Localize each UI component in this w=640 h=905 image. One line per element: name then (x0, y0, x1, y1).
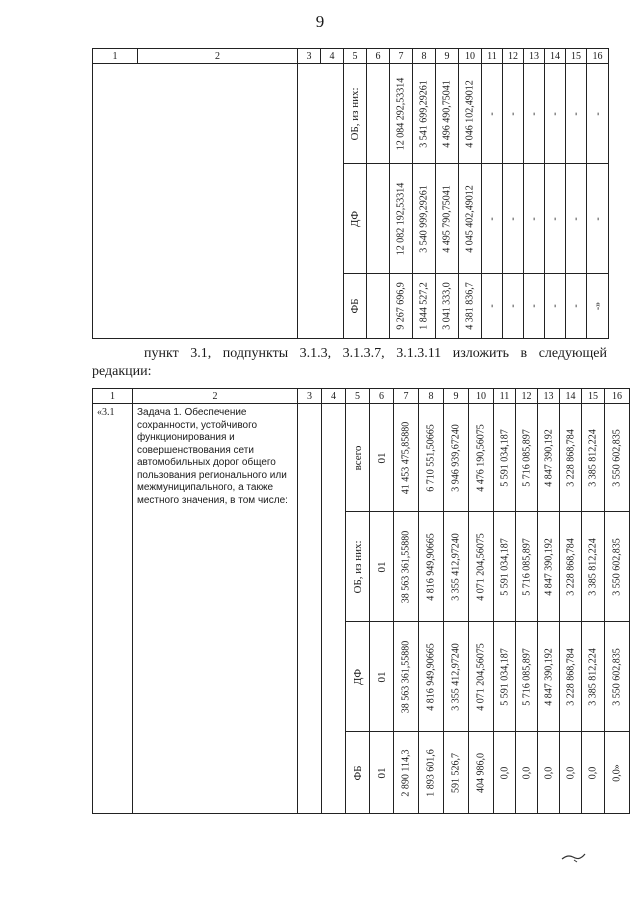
column-number: 2 (133, 389, 298, 404)
table-cell: 3 946 939,67240 (444, 404, 469, 512)
table-cell: 0,0 (494, 732, 516, 814)
header-text: ОБ, из них: (349, 86, 361, 141)
table-cell: - (566, 274, 587, 339)
table-cell: 4 816 949,90665 (419, 512, 444, 622)
table-cell: 4 495 790,75041 (436, 164, 459, 274)
column-number: 7 (394, 389, 419, 404)
table-cell: 3 355 412,97240 (444, 622, 469, 732)
table-cell: - (566, 64, 587, 164)
column-number: 8 (419, 389, 444, 404)
table-cell: 4 046 102,49012 (459, 64, 482, 164)
column-number: 14 (560, 389, 582, 404)
table-cell: 5 591 034,187 (494, 622, 516, 732)
table-cell: - (545, 274, 566, 339)
table-cell: 0,0 (538, 732, 560, 814)
table-cell: 591 526,7 (444, 732, 469, 814)
column-number: 2 (138, 49, 298, 64)
top-column-number-row (93, 49, 609, 64)
header-cell: ДФ (346, 622, 370, 732)
table-cell: - (545, 64, 566, 164)
table-cell: - (482, 274, 503, 339)
column-number: 1 (93, 389, 133, 404)
column-number: 9 (436, 49, 459, 64)
table-cell: 3 385 812,224 (582, 404, 605, 512)
column-number: 8 (413, 49, 436, 64)
table-cell: 3 540 999,29261 (413, 164, 436, 274)
table-cell: 3 385 812,224 (582, 622, 605, 732)
table-cell: 0,0 (560, 732, 582, 814)
column-number: 13 (524, 49, 545, 64)
table-cell: 41 453 475,85880 (394, 404, 419, 512)
table-cell: 3 550 602,835 (605, 404, 630, 512)
column-number: 6 (370, 389, 394, 404)
item-code: «3.1 (93, 404, 133, 814)
column-number: 16 (605, 389, 630, 404)
column-number: 10 (459, 49, 482, 64)
table-cell: 3 355 412,97240 (444, 512, 469, 622)
column-number: 5 (346, 389, 370, 404)
table-cell: 38 563 361,55880 (394, 622, 419, 732)
table-cell: 404 986,0 (469, 732, 494, 814)
empty-cell (322, 404, 346, 814)
empty-cell (93, 64, 138, 339)
amendment-paragraph (92, 345, 607, 381)
header-code-cell: 01 (370, 512, 394, 622)
column-number: 15 (582, 389, 605, 404)
table-cell: - (524, 64, 545, 164)
table-cell: 5 716 085,897 (516, 404, 538, 512)
table-cell: - (524, 274, 545, 339)
column-number: 4 (322, 389, 346, 404)
header-cell: ДФ (344, 164, 367, 274)
header-cell: ОБ, из них: (346, 512, 370, 622)
table-cell: 0,0 (582, 732, 605, 814)
table-cell: 5 716 085,897 (516, 622, 538, 732)
header-code-cell: 01 (370, 622, 394, 732)
table-cell: 5 716 085,897 (516, 512, 538, 622)
table-cell: 9 267 696,9 (390, 274, 413, 339)
table-cell: 12 082 192,53314 (390, 164, 413, 274)
table-cell: 4 045 402,49012 (459, 164, 482, 274)
table-cell: 12 084 292,53314 (390, 64, 413, 164)
column-number: 15 (566, 49, 587, 64)
table-cell: 3 385 812,224 (582, 512, 605, 622)
bottom-column-number-row (93, 389, 630, 404)
table-cell: 5 591 034,187 (494, 512, 516, 622)
header-cell: всего (346, 404, 370, 512)
table-cell: -» (587, 274, 609, 339)
header-cell: ФБ (346, 732, 370, 814)
column-number: 6 (367, 49, 390, 64)
table-cell: 2 890 114,3 (394, 732, 419, 814)
column-number: 16 (587, 49, 609, 64)
table-cell: - (587, 164, 609, 274)
table-cell: 4 381 836,7 (459, 274, 482, 339)
table-cell: - (566, 164, 587, 274)
table-cell (367, 274, 390, 339)
paragraph-line-1: пункт 3.1, подпункты 3.1.3, 3.1.3.7, 3.1.3.11 изложить в следующей (144, 346, 607, 361)
empty-cell (298, 64, 321, 339)
column-number: 9 (444, 389, 469, 404)
table-cell: 4 476 190,56075 (469, 404, 494, 512)
column-number: 14 (545, 49, 566, 64)
empty-cell (321, 64, 344, 339)
table-cell: - (587, 64, 609, 164)
bottom-table (92, 388, 630, 814)
table-cell: 4 847 390,192 (538, 622, 560, 732)
table-cell: 3 228 868,784 (560, 404, 582, 512)
paragraph-line-2: редакции: (92, 364, 152, 379)
table-cell: 0,0 (516, 732, 538, 814)
column-number: 10 (469, 389, 494, 404)
table-cell: 3 041 333,0 (436, 274, 459, 339)
table-cell: 3 228 868,784 (560, 622, 582, 732)
table-cell: 3 550 602,835 (605, 622, 630, 732)
table-cell: 3 550 602,835 (605, 512, 630, 622)
table-cell: 4 071 204,56075 (469, 622, 494, 732)
table-row (93, 404, 630, 512)
column-number: 13 (538, 389, 560, 404)
table-cell: - (503, 274, 524, 339)
table-cell: - (524, 164, 545, 274)
table-cell: 4 071 204,56075 (469, 512, 494, 622)
column-number: 5 (344, 49, 367, 64)
header-code-cell: 01 (370, 732, 394, 814)
table-cell: 38 563 361,55880 (394, 512, 419, 622)
table-cell: 4 847 390,192 (538, 512, 560, 622)
table-cell: 4 847 390,192 (538, 404, 560, 512)
table-cell: - (503, 64, 524, 164)
table-cell: 0,0» (605, 732, 630, 814)
table-cell: 4 496 490,75041 (436, 64, 459, 164)
table-cell: - (482, 164, 503, 274)
table-cell: 6 710 551,50665 (419, 404, 444, 512)
column-number: 12 (516, 389, 538, 404)
page-number: 9 (315, 12, 325, 31)
column-number: 4 (321, 49, 344, 64)
table-cell: 4 816 949,90665 (419, 622, 444, 732)
table-cell: 3 228 868,784 (560, 512, 582, 622)
header-code-cell: 01 (370, 404, 394, 512)
column-number: 1 (93, 49, 138, 64)
table-cell: 1 893 601,6 (419, 732, 444, 814)
column-number: 3 (298, 389, 322, 404)
table-cell: - (545, 164, 566, 274)
table-cell: 3 541 699,29261 (413, 64, 436, 164)
table-cell: 5 591 034,187 (494, 404, 516, 512)
table-cell (367, 164, 390, 274)
empty-cell (138, 64, 298, 339)
table-cell: - (482, 64, 503, 164)
column-number: 11 (494, 389, 516, 404)
table-cell: 1 844 527,2 (413, 274, 436, 339)
column-number: 11 (482, 49, 503, 64)
column-number: 12 (503, 49, 524, 64)
pen-mark (560, 850, 588, 864)
header-cell (344, 64, 367, 164)
header-cell: ФБ (344, 274, 367, 339)
table-cell: - (503, 164, 524, 274)
column-number: 3 (298, 49, 321, 64)
table-row (93, 64, 609, 164)
table-cell (367, 64, 390, 164)
column-number: 7 (390, 49, 413, 64)
task-description: Задача 1. Обеспечение сохранности, устойчивого функционирования и совершенствования сети автомобильных дорог общего пользования регионального или межмуниципального, а также местного значения, в том числе: (133, 404, 298, 814)
top-table (92, 48, 609, 339)
empty-cell (298, 404, 322, 814)
